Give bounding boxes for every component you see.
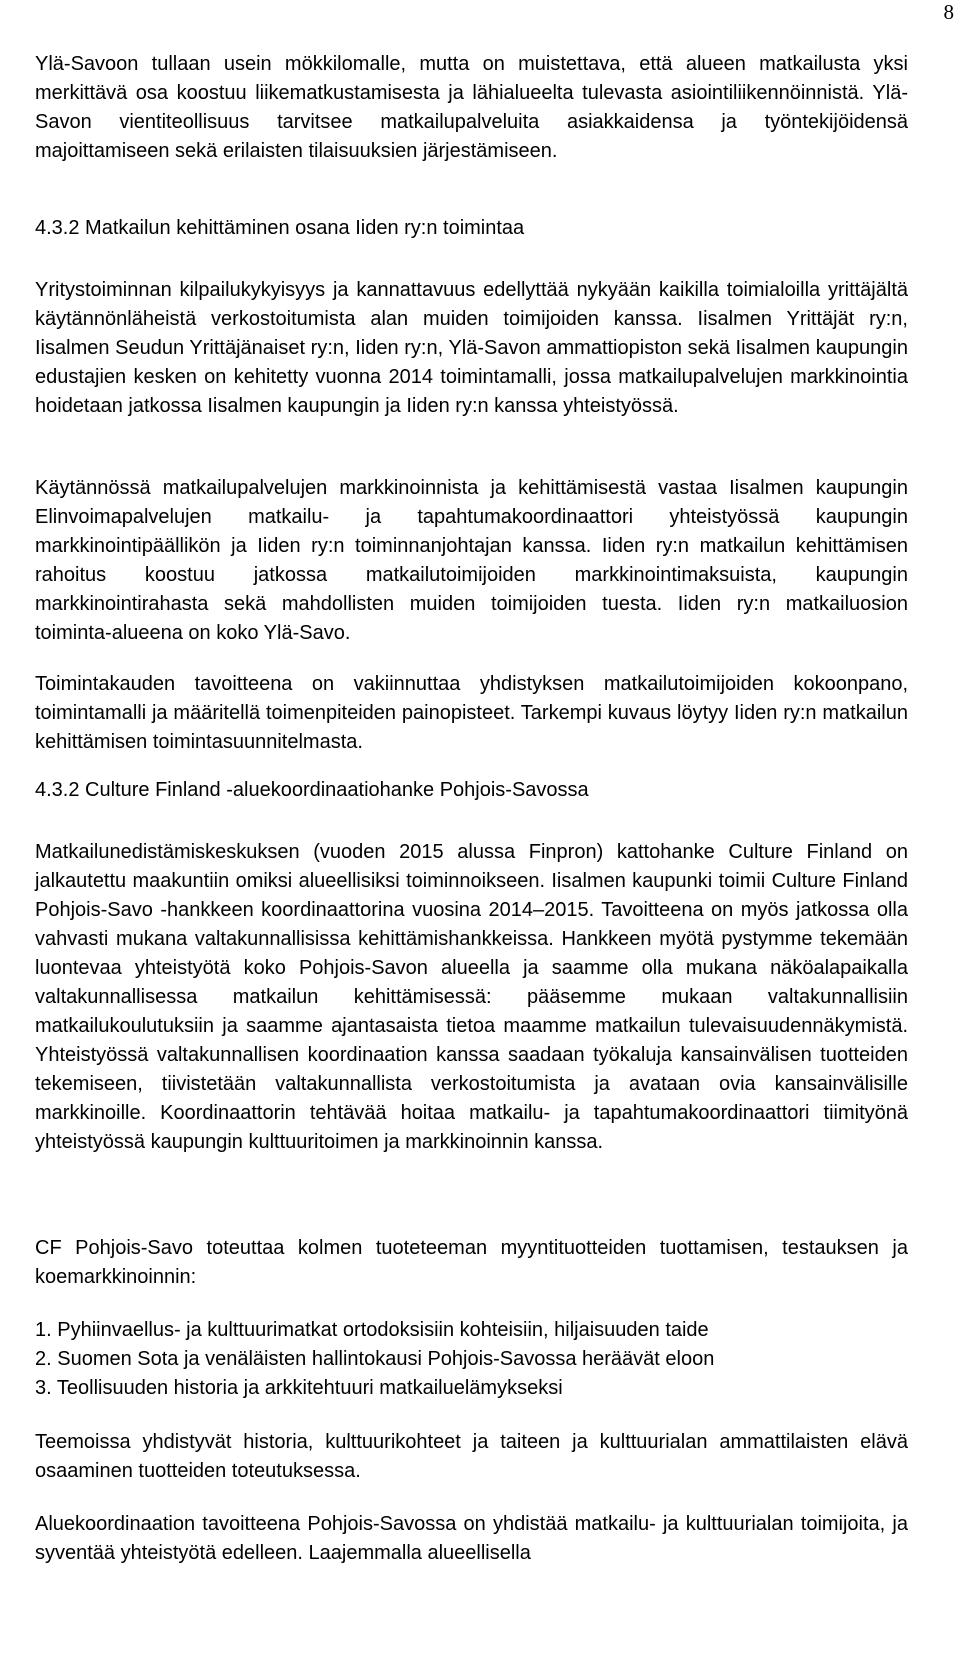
list-item: 2. Suomen Sota ja venäläisten hallintokausi Pohjois-Savossa heräävät eloon	[35, 1348, 715, 1370]
section-heading-culture-finland: 4.3.2 Culture Finland -aluekoordinaatiohanke Pohjois-Savossa	[35, 779, 589, 801]
paragraph-kaytannossa: Käytännössä matkailupalvelujen markkinoinnista ja kehittämisestä vastaa Iisalmen kaupungin Elinvoimapalvelujen matkailu- ja tapahtumakoordinaattori yhteistyössä kaupungin markkinointipäällikön ja Iiden ry:n toiminnanjohtajan kanssa. Iiden ry:n matkailun kehittämisen rahoitus koostuu jatkossa matkailutoimijoiden markkinointimaksuista, kaupungin markkinointirahasta sekä mahdollisten muiden toimijoiden tuesta. Iiden ry:n matkailuosion toiminta-alueena on koko Ylä-Savo.	[35, 477, 908, 644]
paragraph-matkailunedistamiskeskus: Matkailunedistämiskeskuksen (vuoden 2015 alussa Finpron) kattohanke Culture Finland on jalkautettu maakuntiin omiksi alueellisiksi toiminnoikseen. Iisalmen kaupunki toimii Culture Finland Pohjois-Savo -hankkeen koordinaattorina vuosina 2014–2015. Tavoitteena on myös jatkossa olla vahvasti mukana valtakunnallisissa kehittämishankkeissa. Hankkeen myötä pystymme tekemään luontevaa yhteistyötä koko Pohjois-Savon alueella ja saamme olla mukana näköalapaikalla valtakunnallisessa matkailun kehittämisessä: pääsemme mukaan valtakunnallisiin matkailukoulutuksiin ja saamme ajantasaista tietoa maamme matkailun tulevaisuudennäkymistä. Yhteistyössä valtakunnallisen koordinaation kanssa saadaan työkaluja kansainvälisen tuotteiden tekemiseen, tiivistetään valtakunnallista verkostoitumista ja avataan ovia kansainvälisille markkinoille. Koordinaattorin tehtävää hoitaa matkailu- ja tapahtumakoordinaattori tiimityönä yhteistyössä kaupungin kulttuuritoimen ja markkinoinnin kanssa.	[35, 841, 908, 1153]
paragraph-teemoissa: Teemoissa yhdistyvät historia, kulttuurikohteet ja taiteen ja kulttuurialan ammattilaisten elävä osaaminen tuotteiden toteutuksessa.	[35, 1431, 908, 1482]
paragraph-toimintakauden-tavoite: Toimintakauden tavoitteena on vakiinnuttaa yhdistyksen matkailutoimijoiden kokoonpano, toimintamalli ja määritellä toimenpiteiden painopisteet. Tarkempi kuvaus löytyy Iiden ry:n matkailun kehittämisen toimintasuunnitelmasta.	[35, 673, 908, 753]
paragraph-yritystoiminta: Yritystoiminnan kilpailukykyisyys ja kannattavuus edellyttää nykyään kaikilla toimialoilla yrittäjältä käytännönläheistä verkostoitumista alan muiden toimijoiden kanssa. Iisalmen Yrittäjät ry:n, Iisalmen Seudun Yrittäjänaiset ry:n, Iiden ry:n, Ylä-Savon ammattiopiston sekä Iisalmen kaupungin edustajien kesken on kehitetty vuonna 2014 toimintamalli, jossa matkailupalvelujen markkinointia hoidetaan jatkossa Iisalmen kaupungin ja Iiden ry:n kanssa yhteistyössä.	[35, 279, 908, 417]
paragraph-cf-pohjois-savo: CF Pohjois-Savo toteuttaa kolmen tuoteteeman myyntituotteiden tuottamisen, testauksen ja koemarkkinoinnin:	[35, 1237, 908, 1288]
paragraph-intro: Ylä-Savoon tullaan usein mökkilomalle, mutta on muistettava, että alueen matkailusta yksi merkittävä osa koostuu liikematkustamisesta ja lähialueelta tulevasta asiointiliikennöinnistä. Ylä-Savon vientiteollisuus tarvitsee matkailupalveluita asiakkaidensa ja työntekijöidensä majoittamiseen sekä erilaisten tilaisuuksien järjestämiseen.	[35, 53, 908, 162]
list-item: 3. Teollisuuden historia ja arkkitehtuuri matkailuelämykseksi	[35, 1377, 563, 1399]
paragraph-aluekoordinaatio: Aluekoordinaation tavoitteena Pohjois-Savossa on yhdistää matkailu- ja kulttuurialan toimijoita, ja syventää yhteistyötä edelleen. Laajemmalla alueellisella	[35, 1513, 908, 1564]
page-number: 8	[943, 0, 954, 24]
theme-list	[35, 1316, 908, 1403]
section-heading-matkailun-kehittaminen: 4.3.2 Matkailun kehittäminen osana Iiden ry:n toimintaa	[35, 217, 525, 239]
list-item: 1. Pyhiinvaellus- ja kulttuurimatkat ortodoksisiin kohteisiin, hiljaisuuden taide	[35, 1319, 709, 1341]
